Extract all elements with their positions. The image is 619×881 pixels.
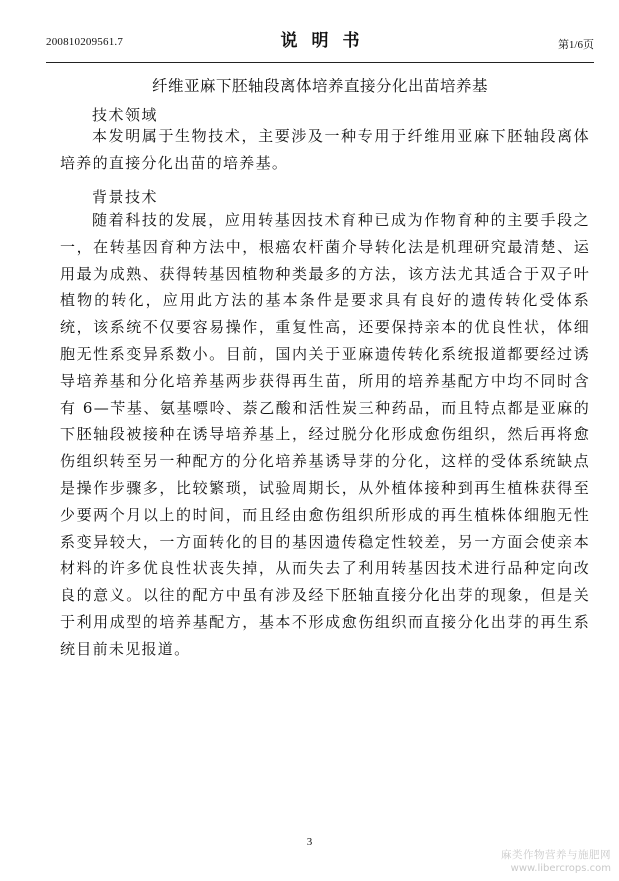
paragraph-background: 随着科技的发展，应用转基因技术育种已成为作物育种的主要手段之一，在转基因育种方法中，根癌农杆菌介导转化法是机理研究最清楚、运用最为成熟、获得转基因植物种类最多的方法，该方法尤其适合于双子叶植物的转化，应用此方法的基本条件是要求具有良好的遗传转化受体系统，该系统不仅要容易操作，重复性高，还要保持亲本的优良性状，体细胞无性系变异系数小。目前，国内关于亚麻遗传转化系统报道都要经过诱导培养基和分化培养基两步获得再生苗，所用的培养基配方中均不同时含有 6—苄基、氨基嘌呤、萘乙酸和活性炭三种药品，而且特点都是亚麻的下胚轴段被接种在诱导培养基上，经过脱分化形成愈伤组织，然后再将愈伤组织转至另一种配方的分化培养基诱导芽的分化，这样的受体系统缺点是操作步骤多，比较繁琐，试验周期长，从外植体接种到再生植株获得至少要两个月以上的时间，而且经由愈伤组织所形成的再生植株体细胞无性系变异较大，一方面转化的目的基因遗传稳定性较差，另一方面会使亲本材料的许多优良性状丧失掉，从而失去了利用转基因技术进行品种定向改良的意义。以往的配方中虽有涉及经下胚轴直接分化出芽的现象，但是关于利用成型的培养基配方，基本不形成愈伤组织而直接分化出芽的再生系统目前未见报道。: [60, 211, 590, 658]
page-number: 3: [306, 836, 313, 848]
watermark-url: www.libercrops.com: [510, 863, 611, 874]
header-title: 说明书: [280, 31, 374, 51]
page-count: 第1/6页: [557, 39, 594, 51]
page-header: [46, 22, 594, 56]
section-heading-technical-field: 技术领域: [92, 106, 159, 124]
header-divider: [46, 62, 594, 63]
section-heading-background: 背景技术: [92, 188, 159, 206]
paragraph-technical-field: 本发明属于生物技术，主要涉及一种专用于纤维用亚麻下胚轴段离体培养的直接分化出苗的培养基。: [60, 127, 590, 172]
watermark: [501, 849, 611, 875]
document-title: 纤维亚麻下胚轴段离体培养直接分化出苗培养基: [151, 77, 488, 95]
application-number: 200810209561.7: [46, 36, 124, 48]
watermark-text: 麻类作物营养与施肥网: [501, 849, 611, 861]
